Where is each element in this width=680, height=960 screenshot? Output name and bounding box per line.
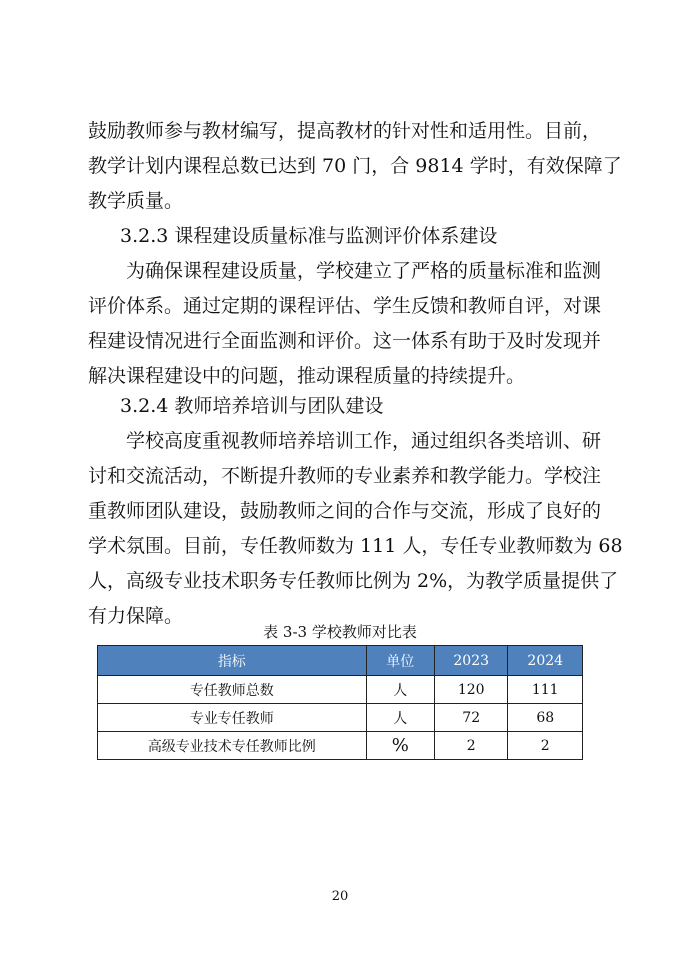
table-cell: 68 [508, 704, 583, 732]
text-line: 重教师团队建设，鼓励教师之间的合作与交流，形成了良好的 [88, 500, 602, 522]
teacher-comparison-table [97, 645, 583, 760]
table-cell: 2 [434, 732, 508, 760]
text-line: 解决课程建设中的问题，推动课程质量的持续提升。 [88, 365, 526, 387]
table-row [98, 704, 583, 732]
table-cell: 专业专任教师 [98, 704, 367, 732]
text-line: 人，高级专业技术职务专任教师比例为 2%，为教学质量提供了 [88, 570, 619, 592]
text-line: 鼓励教师参与教材编写，提高教材的针对性和适用性。目前， [88, 120, 602, 142]
table-cell: 111 [508, 676, 583, 704]
text-line: 教学计划内课程总数已达到 70 门，合 9814 学时，有效保障了 [88, 155, 622, 177]
text-line: 有力保障。 [88, 605, 184, 627]
text-line: 学校高度重视教师培养培训工作，通过组织各类培训、研 [126, 430, 602, 452]
table-cell: 72 [434, 704, 508, 732]
text-line: 讨和交流活动，不断提升教师的专业素养和教学能力。学校注 [88, 465, 602, 487]
paragraph-teacher-training [88, 424, 623, 634]
table-caption: 表 3-3 学校教师对比表 [263, 623, 417, 641]
paragraph-quality-standards [88, 254, 602, 394]
section-heading-3-2-4: 3.2.4 教师培养培训与团队建设 [120, 395, 384, 417]
table-cell: 120 [434, 676, 508, 704]
table-cell: 高级专业技术专任教师比例 [98, 732, 367, 760]
table-row [98, 732, 583, 760]
text-line: 教学质量。 [88, 190, 184, 212]
table-cell: 2 [508, 732, 583, 760]
table-cell: 人 [366, 676, 434, 704]
text-line: 评价体系。通过定期的课程评估、学生反馈和教师自评，对课 [88, 295, 602, 317]
column-header: 2024 [508, 646, 583, 676]
page-number: 20 [331, 889, 349, 904]
table-header-row [98, 646, 583, 676]
table-cell: 专任教师总数 [98, 676, 367, 704]
text-line: 为确保课程建设质量，学校建立了严格的质量标准和监测 [126, 260, 602, 282]
paragraph-teaching-materials [88, 114, 622, 219]
column-header: 2023 [434, 646, 508, 676]
column-header: 单位 [366, 646, 434, 676]
column-header: 指标 [98, 646, 367, 676]
table-row [98, 676, 583, 704]
section-heading-3-2-3: 3.2.3 课程建设质量标准与监测评价体系建设 [120, 225, 498, 247]
text-line: 程建设情况进行全面监测和评价。这一体系有助于及时发现并 [88, 330, 602, 352]
table-cell: % [366, 732, 434, 760]
table-cell: 人 [366, 704, 434, 732]
text-line: 学术氛围。目前，专任教师数为 111 人，专任专业教师数为 68 [88, 535, 623, 557]
